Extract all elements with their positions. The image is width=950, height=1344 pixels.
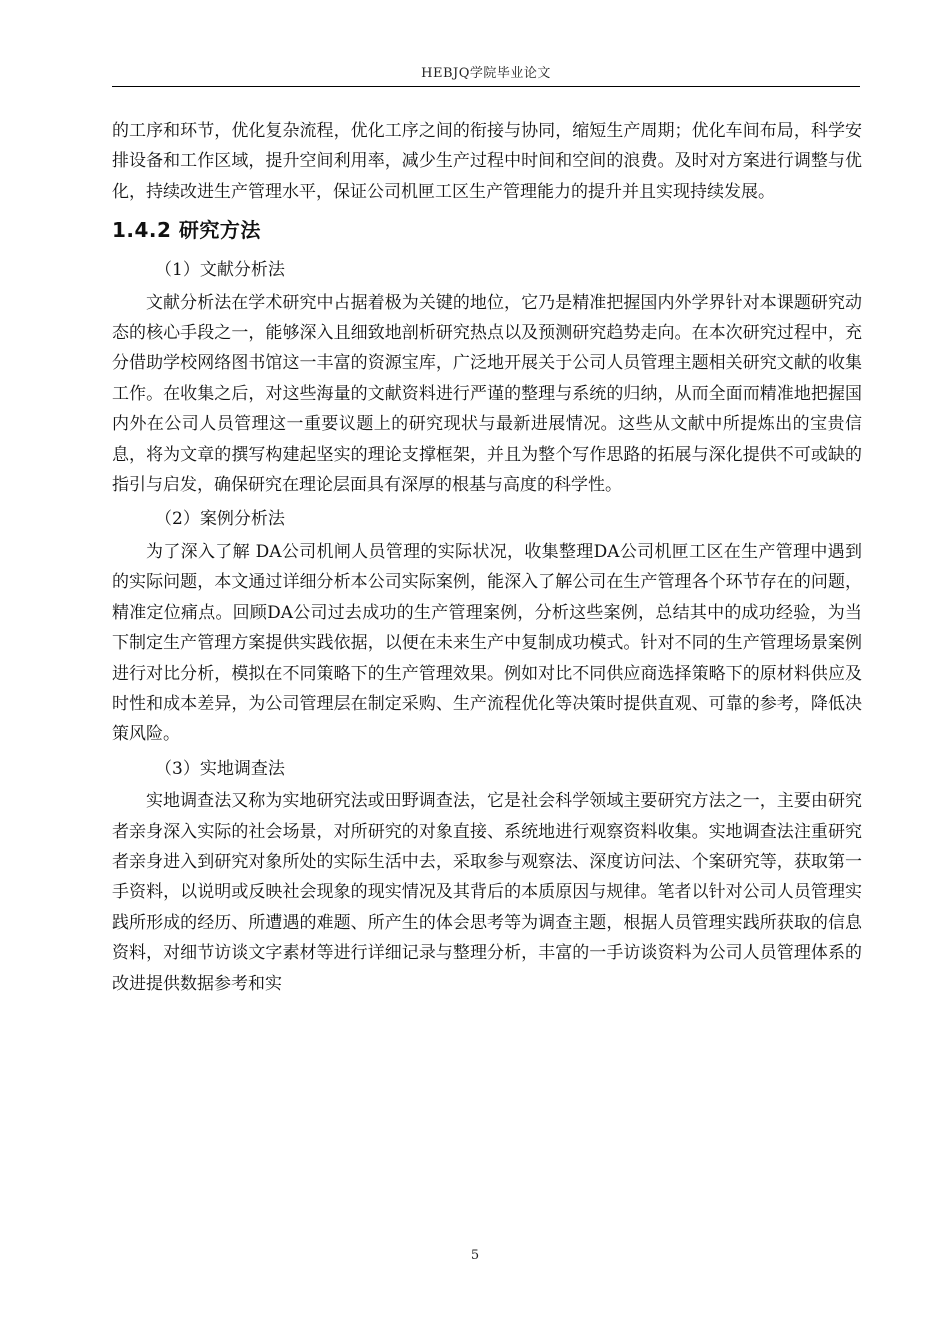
intro-paragraph: 的工序和环节，优化复杂流程，优化工序之间的衔接与协同，缩短生产周期；优化车间布局，科学安排设备和工作区域，提升空间利用率，减少生产过程中时间和空间的浪费。及时对方案进行调整与优化，持续改进生产管理水平，保证公司机匣工区生产管理能力的提升并且实现持续发展。 bbox=[112, 121, 862, 202]
running-header: HEBJQ学院毕业论文 bbox=[421, 66, 551, 81]
method-body-case: 为了深入了解 DA公司机闸人员管理的实际状况，收集整理DA公司机匣工区在生产管理中遇到的实际问题，本文通过详细分析本公司实际案例，能深入了解公司在生产管理各个环节存在的问题，精准定位痛点。回顾DA公司过去成功的生产管理案例，分析这些案例，总结其中的成功经验，为当下制定生产管理方案提供实践依据，以便在未来生产中复制成功模式。针对不同的生产管理场景案例进行对比分析，模拟在不同策略下的生产管理效果。例如对比不同供应商选择策略下的原材料供应及时性和成本差异，为公司管理层在制定采购、生产流程优化等决策时提供直观、可靠的参考，降低决策风险。 bbox=[112, 541, 862, 745]
page-body bbox=[112, 116, 862, 999]
page-number: 5 bbox=[470, 1248, 480, 1263]
method-title-literature: （1）文献分析法 bbox=[155, 260, 285, 281]
method-body-literature: 文献分析法在学术研究中占据着极为关键的地位，它乃是精准把握国内外学界针对本课题研究动态的核心手段之一，能够深入且细致地剖析研究热点以及预测研究趋势走向。在本次研究过程中，充分借助学校网络图书馆这一丰富的资源宝库，广泛地开展关于公司人员管理主题相关研究文献的收集工作。在收集之后，对这些海量的文献资料进行严谨的整理与系统的归纳，从而全面而精准地把握国内外在公司人员管理这一重要议题上的研究现状与最新进展情况。这些从文献中所提炼出的宝贵信息，将为文章的撰写构建起坚实的理论支撑框架，并且为整个写作思路的拓展与深化提供不可或缺的指引与启发，确保研究在理论层面具有深厚的根基与高度的科学性。 bbox=[112, 292, 862, 496]
method-title-field: （3）实地调查法 bbox=[155, 758, 285, 779]
method-body-field: 实地调查法又称为实地研究法或田野调查法，它是社会科学领域主要研究方法之一，主要由研究者亲身深入实际的社会场景，对所研究的对象直接、系统地进行观察资料收集。实地调查法注重研究者亲身进入到研究对象所处的实际生活中去，采取参与观察法、深度访问法、个案研究等，获取第一手资料，以说明或反映社会现象的现实情况及其背后的本质原因与规律。笔者以针对公司人员管理实践所形成的经历、所遭遇的难题、所产生的体会思考等为调查主题，根据人员管理实践所获取的信息资料，对细节访谈文字素材等进行详细记录与整理分析，丰富的一手访谈资料为公司人员管理体系的改进提供数据参考和实 bbox=[112, 791, 862, 994]
section-heading: 1.4.2 研究方法 bbox=[112, 218, 261, 243]
header-divider bbox=[112, 86, 860, 87]
method-title-case: （2）案例分析法 bbox=[155, 509, 285, 530]
